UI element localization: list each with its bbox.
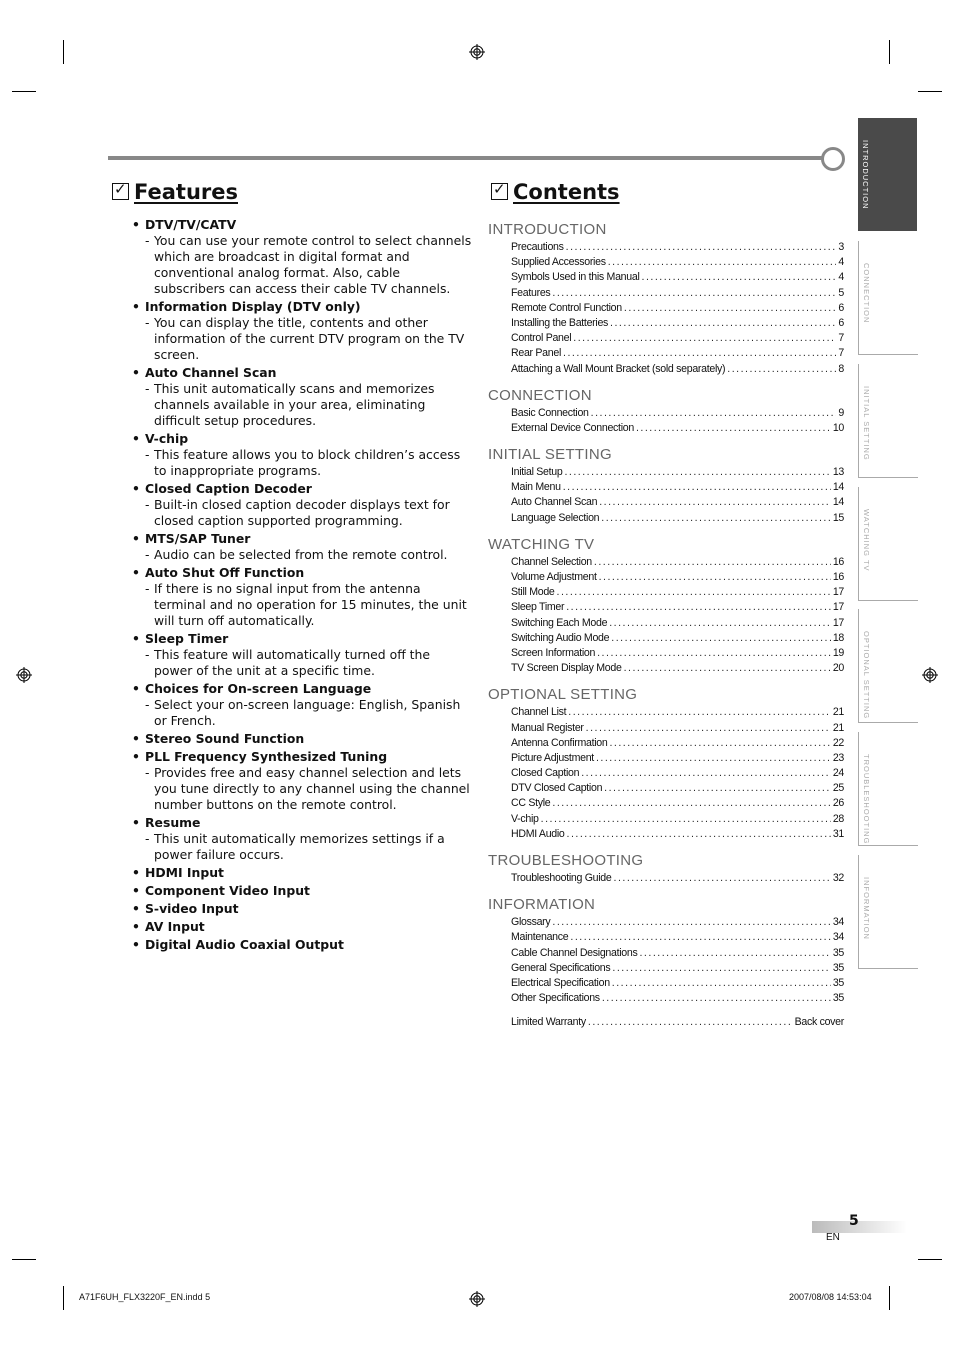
side-tab-label: CONNECTION — [862, 263, 871, 324]
feature-item — [132, 217, 472, 297]
feature-item — [132, 365, 472, 429]
toc-leader-dots — [596, 751, 831, 766]
feature-title: • V-chip — [132, 431, 472, 447]
toc-leader-dots — [642, 270, 837, 285]
features-list — [132, 217, 472, 953]
side-tab-label: WATCHING TV — [862, 509, 871, 572]
toc-entry-label: Initial Setup — [511, 466, 563, 479]
toc-entry[interactable] — [488, 781, 844, 796]
toc-entry-label: General Specifications — [511, 961, 611, 974]
page-number: 5 — [849, 1213, 859, 1229]
toc-leader-dots — [557, 585, 831, 600]
toc-leader-dots — [611, 631, 831, 646]
contents-list — [488, 220, 844, 1031]
registration-mark-icon — [469, 44, 485, 60]
feature-title: • HDMI Input — [132, 865, 472, 881]
toc-entry-label: Limited Warranty — [511, 1016, 586, 1029]
toc-entry[interactable] — [488, 316, 844, 331]
feature-item — [132, 901, 472, 917]
feature-item — [132, 937, 472, 953]
toc-entry-label: Electrical Specification — [511, 976, 610, 989]
toc-leader-dots — [624, 661, 831, 676]
toc-leader-dots — [564, 465, 830, 480]
toc-entry-page: 35 — [832, 976, 844, 989]
feature-title: • AV Input — [132, 919, 472, 935]
feature-title: • Closed Caption Decoder — [132, 481, 472, 497]
toc-entry-label: DTV Closed Caption — [511, 782, 603, 795]
toc-leader-dots — [586, 721, 831, 736]
toc-entry-page: 19 — [832, 646, 844, 659]
toc-leader-dots — [727, 362, 836, 377]
toc-entry-label: Switching Each Mode — [511, 616, 608, 629]
toc-leader-dots — [563, 480, 831, 495]
features-heading-text: Features — [134, 180, 238, 204]
crop-mark — [12, 1259, 36, 1260]
feature-description: - Select your on-screen language: English, Spanish or French. — [132, 697, 472, 729]
toc-entry-label: External Device Connection — [511, 421, 634, 434]
toc-leader-dots — [636, 421, 831, 436]
toc-leader-dots — [609, 736, 830, 751]
features-heading — [112, 180, 238, 204]
toc-entry[interactable] — [488, 480, 844, 495]
feature-item — [132, 749, 472, 813]
feature-title: • Information Display (DTV only) — [132, 299, 472, 315]
feature-description: - This unit automatically memorizes settings if a power failure occurs. — [132, 831, 472, 863]
toc-entry-label: Sleep Timer — [511, 601, 565, 614]
registration-mark-icon — [922, 667, 938, 683]
toc-entry-page: 34 — [832, 931, 844, 944]
feature-item — [132, 299, 472, 363]
toc-entry-label: Switching Audio Mode — [511, 631, 610, 644]
toc-leader-dots — [591, 406, 837, 421]
toc-entry-page: 14 — [832, 496, 844, 509]
feature-title: • Resume — [132, 815, 472, 831]
header-rule-circle — [821, 147, 845, 171]
toc-leader-dots — [570, 930, 830, 945]
toc-entry-page: 23 — [832, 751, 844, 764]
feature-title: • Auto Shut Off Function — [132, 565, 472, 581]
toc-entry-label: Main Menu — [511, 481, 561, 494]
toc-entry[interactable] — [488, 570, 844, 585]
toc-entry[interactable] — [488, 991, 844, 1006]
toc-entry-page: 35 — [832, 961, 844, 974]
toc-leader-dots — [552, 915, 830, 930]
toc-entry-label: Symbols Used in this Manual — [511, 271, 640, 284]
toc-entry[interactable] — [488, 827, 844, 842]
toc-entry-page: 24 — [832, 767, 844, 780]
toc-entry-page: 17 — [832, 601, 844, 614]
toc-entry[interactable] — [488, 766, 844, 781]
toc-leader-dots — [566, 600, 831, 615]
feature-item — [132, 731, 472, 747]
toc-entry-page: 21 — [832, 721, 844, 734]
toc-leader-dots — [639, 946, 830, 961]
toc-entry[interactable] — [488, 946, 844, 961]
toc-entry-label: Antenna Confirmation — [511, 736, 608, 749]
toc-group — [488, 851, 844, 886]
feature-description: - This feature allows you to block children’s access to inappropriate programs. — [132, 447, 472, 479]
toc-group — [488, 220, 844, 377]
feature-description: - Built-in closed caption decoder displays text for closed caption supported programming. — [132, 497, 472, 529]
toc-entry[interactable] — [488, 495, 844, 510]
toc-entry-page: 32 — [832, 872, 844, 884]
toc-entry-label: Cable Channel Designations — [511, 946, 638, 959]
feature-item — [132, 431, 472, 479]
feature-description: - Audio can be selected from the remote control. — [132, 547, 472, 563]
side-tab-label: OPTIONAL SETTING — [862, 631, 871, 720]
toc-entry[interactable] — [488, 631, 844, 646]
toc-group-title: OPTIONAL SETTING — [488, 686, 638, 704]
registration-mark-icon — [469, 1291, 485, 1307]
toc-entry-page: 25 — [832, 782, 844, 795]
toc-leader-dots — [541, 812, 831, 827]
feature-item — [132, 631, 472, 679]
toc-group — [488, 895, 844, 1006]
toc-entry-label: Attaching a Wall Mount Bracket (sold separately) — [511, 362, 726, 375]
feature-title: • Sleep Timer — [132, 631, 472, 647]
toc-entry-label: V-chip — [511, 812, 539, 825]
toc-leader-dots — [612, 976, 831, 991]
toc-entry-label: Auto Channel Scan — [511, 496, 598, 509]
feature-item — [132, 481, 472, 529]
toc-entry-label: Other Specifications — [511, 992, 600, 1005]
header-rule — [108, 156, 823, 160]
toc-entry[interactable] — [488, 286, 844, 301]
toc-entry[interactable] — [488, 585, 844, 600]
feature-title: • PLL Frequency Synthesized Tuning — [132, 749, 472, 765]
feature-description: - You can use your remote control to select channels which are broadcast in digital format and conventional analog format. Also, cable subscribers can access their cable TV channels. — [132, 233, 472, 297]
feature-title: • Choices for On-screen Language — [132, 681, 472, 697]
toc-entry-label: Supplied Accessories — [511, 256, 606, 269]
toc-entry[interactable] — [488, 346, 844, 361]
toc-leader-dots — [609, 616, 831, 631]
toc-entry-label: CC Style — [511, 797, 551, 810]
side-tab-troubleshooting[interactable] — [858, 732, 918, 846]
toc-leader-dots — [612, 961, 830, 976]
toc-leader-dots — [568, 705, 831, 720]
toc-entry-label: Language Selection — [511, 511, 600, 524]
registration-mark-icon — [16, 667, 32, 683]
feature-title: • MTS/SAP Tuner — [132, 531, 472, 547]
toc-entry[interactable] — [488, 362, 844, 377]
side-tab-introduction[interactable] — [858, 118, 917, 231]
toc-entry[interactable] — [488, 555, 844, 570]
feature-item — [132, 681, 472, 729]
toc-entry-label: Channel Selection — [511, 555, 592, 568]
toc-entry[interactable] — [488, 270, 844, 285]
toc-leader-dots — [601, 511, 831, 526]
toc-entry-page: 8 — [838, 362, 844, 375]
toc-entry-label: Closed Caption — [511, 767, 580, 780]
toc-entry[interactable] — [488, 240, 844, 255]
toc-entry[interactable] — [488, 812, 844, 827]
toc-entry[interactable] — [488, 646, 844, 661]
feature-item — [132, 531, 472, 563]
toc-entry-label: Screen Information — [511, 646, 596, 659]
toc-group — [488, 386, 844, 436]
toc-entry[interactable] — [488, 705, 844, 720]
checkbox-icon — [491, 183, 508, 200]
side-tab-initial-setting[interactable] — [858, 364, 918, 478]
toc-entry-page: 9 — [838, 406, 844, 419]
toc-entry[interactable] — [488, 736, 844, 751]
toc-entry-page: 16 — [832, 571, 844, 583]
toc-leader-dots — [604, 781, 831, 796]
toc-leader-dots — [602, 991, 831, 1006]
toc-entry[interactable] — [488, 796, 844, 811]
toc-entry-page: 34 — [832, 916, 844, 929]
toc-entry-label: Installing the Batteries — [511, 316, 609, 329]
toc-leader-dots — [588, 1015, 793, 1030]
toc-entry-label: Manual Register — [511, 721, 584, 734]
toc-leader-dots — [610, 316, 836, 331]
toc-leader-dots — [563, 346, 836, 361]
toc-entry-page: 35 — [832, 946, 844, 959]
toc-entry[interactable] — [488, 871, 844, 886]
toc-entry-page: 14 — [832, 481, 844, 494]
page-language: EN — [826, 1232, 840, 1243]
toc-entry-label: Precautions — [511, 241, 564, 253]
toc-entry[interactable] — [488, 301, 844, 316]
toc-entry-page: 7 — [838, 347, 844, 360]
toc-entry-page: 22 — [832, 736, 844, 749]
toc-entry-page: 18 — [832, 631, 844, 644]
toc-entry-page: 17 — [832, 616, 844, 629]
crop-mark — [889, 40, 890, 64]
toc-entry-label: Channel List — [511, 706, 567, 719]
toc-entry-warranty[interactable] — [488, 1015, 844, 1030]
toc-leader-dots — [594, 555, 831, 570]
side-tab-watching-tv[interactable] — [858, 487, 918, 601]
toc-entry-page: 7 — [838, 332, 844, 345]
toc-entry[interactable] — [488, 421, 844, 436]
feature-title: • Stereo Sound Function — [132, 731, 472, 747]
toc-entry-page: 17 — [832, 586, 844, 599]
toc-leader-dots — [552, 796, 830, 811]
toc-leader-dots — [614, 871, 831, 886]
feature-description: - This unit automatically scans and memorizes channels available in your area, eliminating difficult setup procedures. — [132, 381, 472, 429]
toc-entry-page: Back cover — [794, 1016, 844, 1029]
feature-description: - This feature will automatically turned off the power of the unit at a specific time. — [132, 647, 472, 679]
toc-leader-dots — [624, 301, 837, 316]
toc-entry-label: Rear Panel — [511, 347, 561, 360]
toc-entry-page: 26 — [832, 797, 844, 810]
feature-description: - If there is no signal input from the antenna terminal and no operation for 15 minutes, the unit will turn off automatically. — [132, 581, 472, 629]
toc-entry-page: 3 — [838, 241, 844, 253]
toc-leader-dots — [566, 240, 837, 255]
side-tab-label: TROUBLESHOOTING — [862, 754, 871, 845]
checkbox-icon — [112, 183, 129, 200]
side-tab-label: INITIAL SETTING — [862, 386, 871, 461]
toc-entry-page: 10 — [832, 421, 844, 434]
toc-entry-page: 4 — [838, 271, 844, 284]
toc-group-title: INITIAL SETTING — [488, 446, 612, 464]
toc-entry[interactable] — [488, 976, 844, 991]
toc-entry-page: 16 — [832, 555, 844, 568]
toc-leader-dots — [573, 331, 836, 346]
feature-description: - You can display the title, contents and other information of the current DTV program on the TV screen. — [132, 315, 472, 363]
toc-group-title: CONNECTION — [488, 386, 592, 404]
toc-entry-label: Control Panel — [511, 332, 572, 345]
toc-group-title: INFORMATION — [488, 896, 596, 914]
toc-entry-label: Maintenance — [511, 931, 569, 944]
toc-group — [488, 445, 844, 526]
toc-entry-label: Glossary — [511, 916, 551, 929]
toc-entry-page: 6 — [838, 316, 844, 329]
toc-leader-dots — [597, 646, 831, 661]
feature-description: - Provides free and easy channel selection and lets you tune directly to any channel using the channel number buttons on the remote control. — [132, 765, 472, 813]
toc-entry[interactable] — [488, 751, 844, 766]
toc-entry-page: 5 — [838, 286, 844, 299]
toc-entry-label: Features — [511, 286, 551, 299]
toc-entry[interactable] — [488, 255, 844, 270]
toc-entry[interactable] — [488, 406, 844, 421]
toc-group-title: TROUBLESHOOTING — [488, 852, 644, 869]
footer-datetime: 2007/08/08 14:53:04 — [789, 1292, 872, 1302]
feature-item — [132, 815, 472, 863]
toc-entry-label: Volume Adjustment — [511, 571, 597, 583]
toc-group — [488, 685, 844, 842]
toc-entry-page: 13 — [832, 466, 844, 479]
toc-leader-dots — [599, 570, 831, 585]
toc-entry-page: 31 — [832, 827, 844, 840]
toc-leader-dots — [608, 255, 837, 270]
toc-entry-label: Picture Adjustment — [511, 751, 594, 764]
feature-title: • Auto Channel Scan — [132, 365, 472, 381]
side-tab-connection[interactable] — [858, 241, 918, 355]
toc-leader-dots — [567, 827, 831, 842]
toc-entry[interactable] — [488, 661, 844, 676]
toc-group-title: WATCHING TV — [488, 535, 595, 553]
toc-leader-dots — [599, 495, 831, 510]
toc-entry-page: 6 — [838, 301, 844, 314]
feature-title: • Component Video Input — [132, 883, 472, 899]
toc-entry-page: 15 — [832, 511, 844, 524]
toc-entry-label: HDMI Audio — [511, 827, 565, 840]
feature-title: • S-video Input — [132, 901, 472, 917]
crop-mark — [918, 1259, 942, 1260]
toc-entry[interactable] — [488, 930, 844, 945]
footer-filename: A71F6UH_FLX3220F_EN.indd 5 — [79, 1292, 211, 1302]
side-tab-information[interactable] — [858, 855, 918, 969]
toc-entry-label: Troubleshooting Guide — [511, 872, 612, 884]
toc-entry-label: Still Mode — [511, 586, 555, 599]
feature-title: • DTV/TV/CATV — [132, 217, 472, 233]
toc-entry-page: 4 — [838, 256, 844, 269]
contents-heading — [491, 180, 620, 204]
feature-item — [132, 919, 472, 935]
toc-entry[interactable] — [488, 961, 844, 976]
toc-entry[interactable] — [488, 465, 844, 480]
crop-mark — [12, 91, 36, 92]
toc-entry[interactable] — [488, 511, 844, 526]
crop-mark — [63, 40, 64, 64]
toc-entry[interactable] — [488, 915, 844, 930]
toc-entry-label: TV Screen Display Mode — [511, 662, 622, 675]
toc-group — [488, 535, 844, 677]
crop-mark — [889, 1286, 890, 1310]
feature-item — [132, 565, 472, 629]
feature-item — [132, 883, 472, 899]
crop-mark — [63, 1286, 64, 1310]
toc-entry[interactable] — [488, 600, 844, 615]
toc-entry-page: 35 — [832, 992, 844, 1005]
toc-entry[interactable] — [488, 616, 844, 631]
toc-leader-dots — [581, 766, 831, 781]
crop-mark — [918, 91, 942, 92]
feature-title: • Digital Audio Coaxial Output — [132, 937, 472, 953]
toc-entry[interactable] — [488, 331, 844, 346]
toc-entry-label: Basic Connection — [511, 406, 589, 419]
toc-entry-page: 20 — [832, 662, 844, 675]
toc-group-title: INTRODUCTION — [488, 221, 607, 238]
toc-entry-label: Remote Control Function — [511, 301, 622, 314]
toc-entry-page: 21 — [832, 706, 844, 719]
side-tab-label: INTRODUCTION — [861, 140, 870, 210]
toc-entry-page: 28 — [832, 812, 844, 825]
side-tab-label: INFORMATION — [862, 877, 871, 940]
side-tab-optional-setting[interactable] — [858, 609, 918, 723]
feature-item — [132, 865, 472, 881]
contents-heading-text: Contents — [513, 180, 620, 204]
toc-entry[interactable] — [488, 721, 844, 736]
toc-leader-dots — [552, 286, 836, 301]
